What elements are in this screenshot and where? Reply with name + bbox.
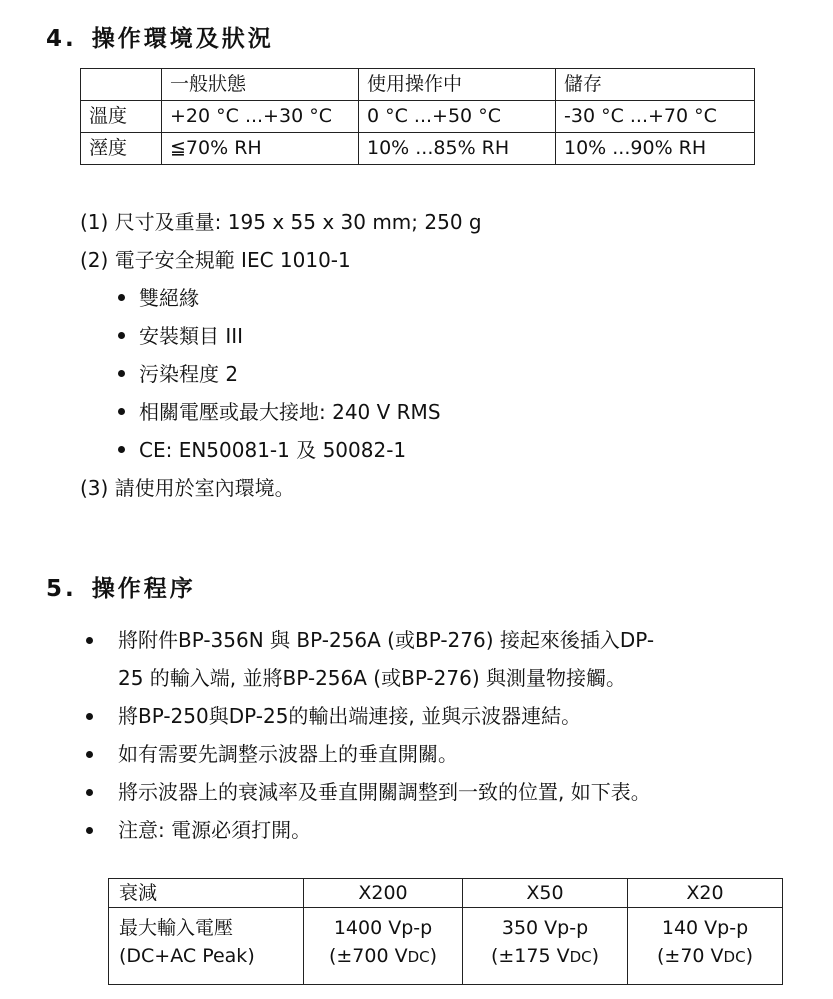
section-5-title: 操作程序 [91,576,196,602]
procedure-step-text: 如有需要先調整示波器上的垂直開關。 [118,742,458,766]
procedure-step-text: 注意: 電源必須打開。 [118,818,312,842]
section-4-number: 4. [46,26,77,52]
procedure-step-text: 將示波器上的衰減率及垂直開關調整到一致的位置, 如下表。 [118,780,651,804]
section-5-heading [46,570,196,603]
atten-header-x50: X50 [463,879,628,908]
atten-header-x200: X200 [304,879,463,908]
spec-sub-text: 安裝類目 III [139,324,244,348]
specifications-list [80,203,482,507]
spec-sub-text: 污染程度 2 [139,362,239,386]
atten-header-x20: X20 [628,879,783,908]
bullet-icon [118,294,125,301]
bullet-icon [118,370,125,377]
attenuation-max-voltage-row [109,908,783,985]
environment-table-row-temperature [81,101,755,133]
procedure-step-text: 將附件BP-356N 與 BP-256A (或BP-276) 接起來後插入DP- [118,628,655,652]
spec-sub-item [80,393,482,431]
environment-table-header-row [81,69,755,101]
atten-row-label-line: 最大輸入電壓 [119,917,234,939]
procedure-step [86,811,786,849]
procedure-step [86,621,786,697]
bullet-icon [118,408,125,415]
env-header-blank [81,69,162,101]
atten-header-label: 衰減 [109,879,304,908]
env-header-normal: 一般狀態 [162,69,359,101]
spec-sub-item [80,355,482,393]
atten-cell-x200 [304,908,463,985]
atten-cell-x50 [463,908,628,985]
spec-sub-item [80,279,482,317]
atten-cell-x20 [628,908,783,985]
bullet-icon [86,789,93,796]
spec-safety-standard: (2) 電子安全規範 IEC 1010-1 [80,248,351,272]
atten-dc-value: (±700 VDC) [328,945,438,967]
section-5-number: 5. [46,576,77,602]
procedure-step-text: 25 的輸入端, 並將BP-256A (或BP-276) 與測量物接觸。 [118,666,626,690]
spec-sub-text: 相關電壓或最大接地: 240 V RMS [139,400,441,424]
procedure-step [86,697,786,735]
procedure-step [86,773,786,811]
bullet-icon [118,332,125,339]
section-4-title: 操作環境及狀況 [91,26,274,52]
spec-sub-item [80,317,482,355]
spec-indoor-use: (3) 請使用於室內環境。 [80,476,295,500]
procedure-step-text: 將BP-250與DP-25的輸出端連接, 並與示波器連結。 [118,704,582,728]
atten-dc-value: (±175 VDC) [490,945,600,967]
bullet-icon [118,446,125,453]
env-cell: +20 °C ...+30 °C [162,101,359,133]
procedure-list [86,621,786,849]
spec-sub-text: 雙絕緣 [139,286,199,310]
bullet-icon [86,637,93,644]
env-cell: ≦70% RH [162,133,359,165]
section-4-heading [46,20,274,53]
attenuation-header-row [109,879,783,908]
attenuation-table [108,878,783,985]
env-cell: 0 °C ...+50 °C [359,101,556,133]
procedure-step [86,735,786,773]
env-row-label: 溫度 [81,101,162,133]
bullet-icon [86,713,93,720]
bullet-icon [86,751,93,758]
environment-table-row-humidity [81,133,755,165]
atten-vpp-value: 350 Vp-p [501,917,589,939]
spec-sub-text: CE: EN50081-1 及 50082-1 [139,438,407,462]
atten-row-label [109,908,304,985]
env-header-operating: 使用操作中 [359,69,556,101]
env-cell: 10% ...90% RH [556,133,755,165]
environment-table [80,68,755,165]
atten-row-label-line: (DC+AC Peak) [119,945,255,967]
spec-sub-item [80,431,482,469]
env-row-label: 溼度 [81,133,162,165]
env-cell: -30 °C ...+70 °C [556,101,755,133]
atten-vpp-value: 140 Vp-p [661,917,749,939]
bullet-icon [86,827,93,834]
atten-dc-value: (±70 VDC) [657,945,753,967]
atten-vpp-value: 1400 Vp-p [333,917,433,939]
spec-dimensions-weight: (1) 尺寸及重量: 195 x 55 x 30 mm; 250 g [80,210,482,234]
env-header-storage: 儲存 [556,69,755,101]
env-cell: 10% ...85% RH [359,133,556,165]
